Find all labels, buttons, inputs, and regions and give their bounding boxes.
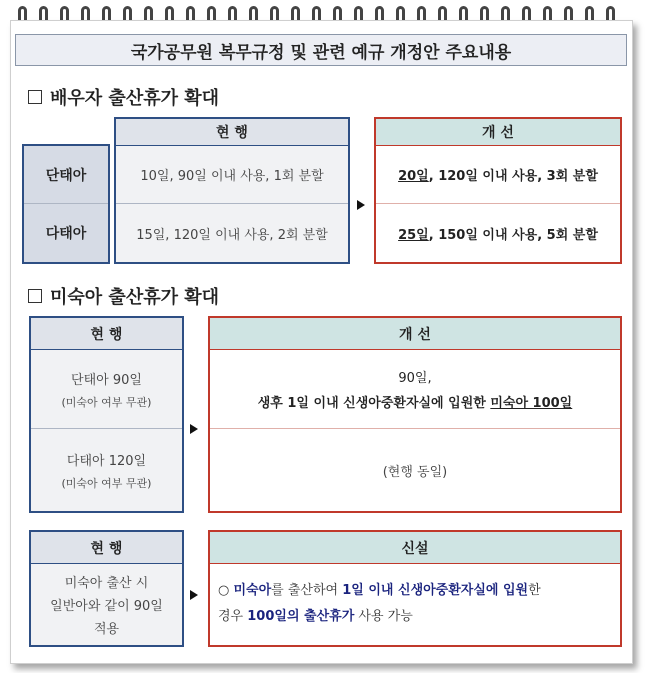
current-text-line1: 미숙아 출산 시: [64, 576, 149, 591]
new-text-part4: 한: [528, 583, 541, 598]
current-text-line3: 적용: [93, 622, 120, 637]
improved-multiple-rest: , 150일 이내 사용, 5회 분할: [428, 227, 598, 243]
checkbox-icon: [28, 289, 42, 303]
new-text-part2: 를 출산하여: [271, 583, 343, 598]
current-text-line2: 일반아와 같이 90일: [50, 599, 163, 614]
premature-current-single: [31, 350, 182, 428]
premature-current-multiple: [31, 429, 182, 511]
row-label-single: 단태아: [24, 146, 108, 203]
new-current-header: 현 행: [31, 532, 182, 563]
bullet-icon: ○: [218, 583, 230, 598]
arrow-right-icon: [190, 590, 198, 600]
premature-improved-single: [210, 350, 620, 428]
row-label-multiple: 다태아: [24, 204, 108, 262]
current-multiple-days: 다태아 120일: [66, 453, 147, 469]
section-heading-text: 배우자 출산휴가 확대: [50, 88, 220, 109]
current-single-note: (미숙아 여부 무관): [61, 395, 152, 409]
improved-days: 90일,: [398, 371, 432, 386]
new-text-nicu: 1일 이내 신생아중환자실에 입원: [342, 583, 529, 598]
new-text-leave: 100일의 출산휴가: [247, 609, 355, 624]
new-text-premature: 미숙아: [233, 583, 272, 598]
current-multiple-text: 15일, 120일 이내 사용, 2회 분할: [116, 204, 348, 262]
section-heading-premature: [28, 283, 219, 309]
arrow-right-icon: [190, 424, 198, 434]
improved-header: 개 선: [376, 119, 620, 145]
premature-improved-multiple: (현행 동일): [382, 464, 448, 480]
section-heading-spouse: [28, 84, 219, 110]
improved-premature-condition: 생후 1일 이내 신생아중환자실에 입원한: [257, 396, 491, 411]
arrow-right-icon: [357, 200, 365, 210]
improved-single-text: [376, 146, 620, 203]
checkbox-icon: [28, 90, 42, 104]
page-title-text: 국가공무원 복무규정 및 관련 예규 개정안 주요내용: [130, 42, 512, 63]
new-current-text: [31, 564, 182, 645]
premature-current-header: 현 행: [31, 318, 182, 349]
improved-single-days: 20일: [398, 169, 429, 184]
current-multiple-note: (미숙아 여부 무관): [61, 476, 152, 490]
improved-premature-line: [258, 392, 573, 411]
improved-multiple-text: [376, 204, 620, 262]
improved-premature-days: 미숙아 100일: [490, 396, 573, 411]
current-header: 현 행: [116, 119, 348, 145]
improved-multiple-days: 25일: [398, 227, 429, 243]
current-single-days: 단태아 90일: [71, 372, 142, 388]
current-single-text: 10일, 90일 이내 사용, 1회 분할: [116, 146, 348, 203]
improved-single-rest: , 120일 이내 사용, 3회 분할: [428, 169, 598, 184]
new-text-part7: 사용 가능: [354, 609, 413, 624]
new-text-part5: 경우: [218, 609, 248, 624]
new-provision-text: [218, 578, 614, 630]
divider: [210, 563, 620, 564]
section-heading-text: 미숙아 출산휴가 확대: [50, 287, 220, 308]
page-title: [15, 34, 627, 66]
premature-improved-header: 개 선: [210, 318, 620, 349]
new-provision-header: 신설: [210, 532, 620, 563]
